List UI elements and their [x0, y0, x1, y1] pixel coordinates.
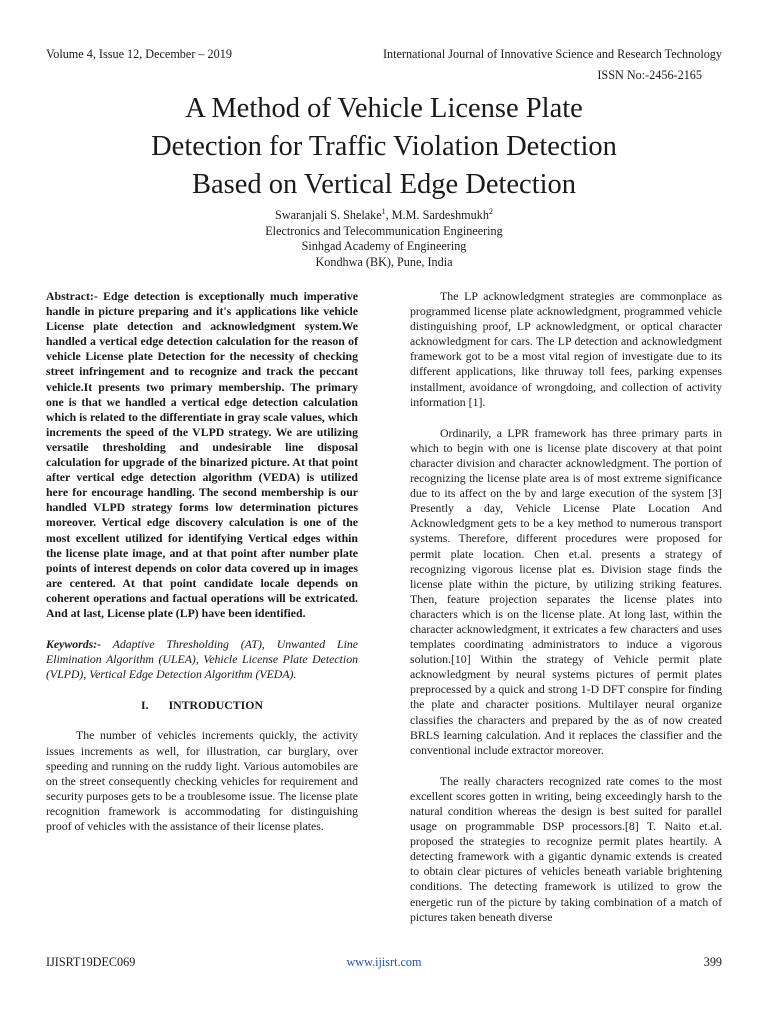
- title-line-2: Detection for Traffic Violation Detection: [151, 131, 617, 162]
- keywords-label: Keywords:-: [46, 637, 102, 652]
- author-2: , M.M. Sardeshmukh: [385, 208, 489, 222]
- location: Kondhwa (BK), Pune, India: [315, 254, 453, 269]
- right-column: [410, 289, 722, 925]
- left-column: [46, 289, 358, 834]
- right-paragraph-2: Ordinarily, a LPR framework has three primary parts in which to begin with one is license plate discovery at that point character division and character acknowledgment. The portion of recognizing the license plate area is of most extreme significance due to its affect on the by and large execution of the system [3] Presently a day, Vehicle License Plate Location And Acknowledgment gets to be a key method to numerous transport systems. Therefore, different procedures were proposed for permit plate location. Chen et.al. presents a strategy of recognizing vigorous license plat es. Division stage finds the license plate within the picture, by utilizing striking features. Then, feature projection separates the license plates into characters which is on the license plate. At long last, within the character acknowledgment, it extricates a few characters and uses templates coordinating administrators to induce a vigorous solution.[10] Within the strategy of Vehicle permit plate acknowledgment by neural systems pictures of permit plates preprocessed by a quick and strong 1-D DFT conspire for finding the plate and character positions. Multilayer neural organize classifies the characters and prepared by the as of now created BRLS learning calculation. And it replaces the classifier and the conventional include extractor moreover.: [410, 425, 722, 757]
- right-paragraph-3: The really characters recognized rate comes to the most excellent scores gotten in writing, being exceedingly harsh to the natural condition whereas the design is best suited for parallel usage on programmable DSP processors.[8] T. Naito et.al. proposed the strategies to recognize permit plates heartily. A detecting framework with a gigantic dynamic extends is created to obtain clear pictures of vehicles beneath variable brightening conditions. The detecting framework is utilized to grow the energetic run of the picture by taking combination of a match of pictures taken beneath diverse: [410, 773, 722, 924]
- keywords: [46, 637, 358, 682]
- author-1-sup: 1: [381, 206, 386, 216]
- institute: Sinhgad Academy of Engineering: [301, 239, 467, 253]
- abstract: [46, 289, 358, 621]
- abstract-label: Abstract:-: [46, 289, 98, 303]
- title-line-1: A Method of Vehicle License Plate: [185, 93, 583, 124]
- author-names: [0, 208, 768, 224]
- paper-title: [60, 90, 708, 204]
- journal-name: International Journal of Innovative Science and Research Technology: [382, 47, 722, 61]
- author-2-sup: 2: [488, 206, 493, 216]
- issn: ISSN No:-2456-2165: [597, 68, 702, 82]
- journal-website-link[interactable]: www.ijisrt.com: [346, 955, 422, 969]
- right-paragraph-1: The LP acknowledgment strategies are commonplace as programmed license plate acknowledgment, programmed vehicle distinguishing proof, LP acknowledgment, or optical character acknowledgment for cars. The LP detection and acknowledgment framework got to be a most vital region of investigate due to its different applications, like thruway toll fees, parking expenses installment, avoidance of wrongdoing, and collection of activity information [1].: [410, 289, 722, 409]
- title-line-3: Based on Vertical Edge Detection: [191, 169, 577, 200]
- abstract-text: Edge detection is exceptionally much imperative handle in picture preparing and it's applications like vehicle License plate detection and acknowledgment system.We handled a vertical edge detection calculation for the reason of vehicle License plate Detection for the necessity of checking street infringement and to recognize and track the peccant vehicle.It presents two primary membership. The primary one is that we handled a vertical edge detection calculation which is related to the differentiate in gray scale values, which increments the speed of the VLPD strategy. We are utilizing versatile thresholding and undesirable line disposal calculation for upgrade of the binarized picture. At that point after vertical edge detection algorithm (VEDA) is utilized here for encourage handling. The second membership is our handled VLPD strategy forms low determination pictures moreover. Vertical edge discovery calculation is one of the most excellent utilized for identifying Vertical edges within the license plate image, and at that point after number plate points of interest depends on color data covered up in images are centered. At that point candidate locale depends on coherent operations and factual operations will be extricated. And at last, License plate (LP) have been identified.: [46, 289, 358, 620]
- section-heading-introduction: [46, 698, 358, 713]
- intro-paragraph-1: The number of vehicles increments quickly, the activity issues increments as well, for illustration, car burglary, over speeding and running on the ruddy light. Various automobiles are on the street consequently checking vehicles for requirement and security purposes gets to be a troublesome issue. The license plate recognition framework is accommodating for distinguishing proof of vehicles with the assistance of their license plates.: [46, 728, 358, 833]
- author-1: Swaranjali S. Shelake: [275, 208, 382, 222]
- paper-code: IJISRT19DEC069: [46, 955, 136, 969]
- page-number: 399: [703, 955, 722, 969]
- section-title: INTRODUCTION: [168, 698, 263, 713]
- volume-info: Volume 4, Issue 12, December – 2019: [46, 47, 232, 61]
- department: Electronics and Telecommunication Engineering: [265, 223, 503, 238]
- keywords-text: Adaptive Thresholding (AT), Unwanted Line Elimination Algorithm (ULEA), Vehicle License Plate Detection (VLPD), Vertical Edge Detection Algorithm (VEDA).: [46, 637, 358, 682]
- author-block: [0, 208, 768, 270]
- section-number: I.: [141, 698, 149, 713]
